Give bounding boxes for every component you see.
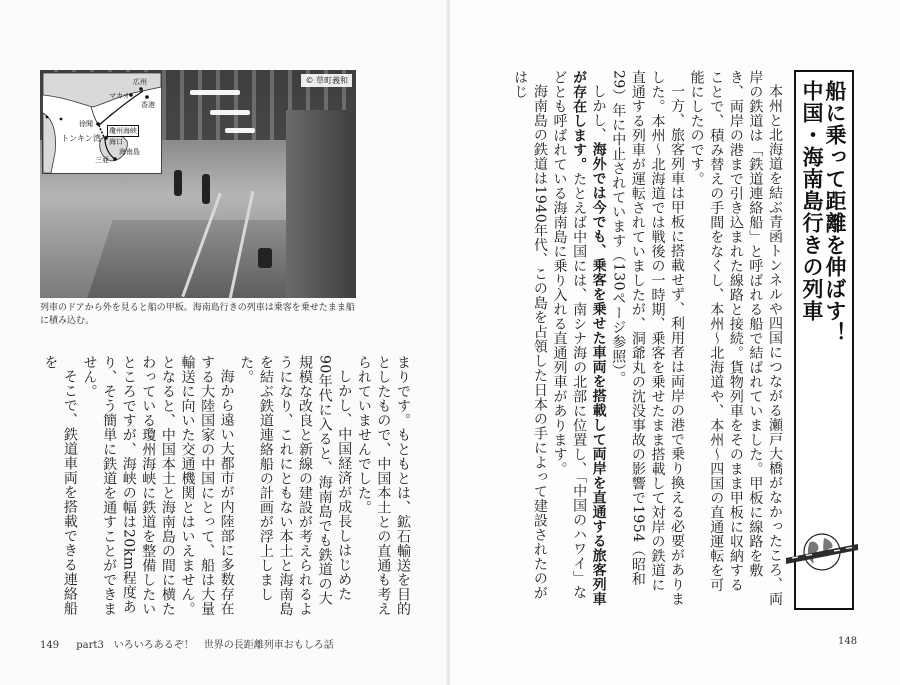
- photo-caption: 列車のドアから外を見ると船の甲板。海南島行きの列車は乗客を乗せたまま船に積み込む。: [40, 303, 355, 326]
- photo-light: [190, 90, 240, 95]
- paragraph: 海南島の鉄道は1940年代、この島を占領した日本の手によって建設されたのがはじ: [512, 70, 548, 601]
- bold-emphasis: 海外では今でも、乗客を乗せた車両を搭載して両岸を直通する旅客列車が存在します。: [571, 70, 607, 606]
- page-number: 149: [40, 640, 60, 651]
- map-label-strait: 瓊州海峡: [109, 127, 137, 135]
- right-body-text: [494, 70, 784, 606]
- photo-deck-floor: [87, 220, 312, 298]
- ferry-deck-photo: [40, 70, 356, 298]
- map-label: 三亜: [95, 156, 109, 164]
- map-label: マカオ: [109, 92, 130, 100]
- map-label: 広州: [133, 78, 147, 86]
- text-run: たとえば中国には、南シナ海の北部に位置し、「中国のハワイ」などとも呼ばれている海南島に乗り入れる直通列車があります。: [551, 70, 588, 600]
- title-line: 中国・海南島行きの列車: [800, 80, 824, 322]
- photo-credit: © 草町義和: [301, 74, 352, 87]
- page-number: 148: [838, 636, 858, 647]
- paragraph: そこで、鉄道車両を搭載できる連絡船を: [42, 355, 78, 616]
- photo-light: [225, 128, 255, 133]
- text-run: しかし、: [590, 84, 607, 142]
- paragraph: 一方、旅客列車は甲板に搭載せず、利用者は両岸の港で乗り換える必要がありました。本州〜北海道では戦後の一時期、乗客を乗せたまま搭載して対岸の鉄道に直通する列車が運転されていましたが、洞爺丸の沈没事故の影響で1954（昭和29）年に中止されています（130ページ参照）。: [610, 70, 686, 606]
- paragraph: しかし、中国経済が成長しはじめた90年代に入ると、海南島でも鉄道の大規模な改良と新線の建設が考えられるようになり、これにともない本土と海南島を結ぶ鉄道連絡船の計画が浮上しました。: [238, 355, 353, 616]
- photo-person: [258, 248, 272, 268]
- map-label: トンキン湾: [61, 134, 101, 143]
- left-body-text: [42, 355, 412, 617]
- running-head: part3 いろいろあるぞ！ 世界の長距離列車おもしろ話: [76, 640, 334, 651]
- globe-icon: [784, 528, 860, 576]
- photo-light: [210, 110, 250, 115]
- map-label: 香港: [141, 101, 155, 109]
- map-label: 徐聞: [79, 120, 93, 128]
- photo-person: [202, 174, 210, 204]
- left-footer: [40, 636, 334, 651]
- paragraph: 本州と北海道を結ぶ青函トンネルや四国につながる瀬戸大橋がなかったころ、両岸の鉄道は「鉄道連絡船」と呼ばれる船で結ばれていました。甲板に線路を敷き、両岸の港まで引き込まれた線路と接続。貨物列車をそのまま甲板に収納することで、積み替えの手間をなくし、本州〜北海道や、本州〜四国の直通運転を可能にしたのです。: [688, 70, 783, 606]
- paragraph: 海から遠い大都市が内陸部に多数存在する大陸国家の中国にとって、船は大量輸送に向いた交通機関とはいえません。となると、中国本土と海南島の間に横たわっている瓊州海峡に鉄道を整備したいところですが、海峡の幅は20km程度あり、そう簡単に鉄道を通すことができません。: [81, 355, 235, 616]
- chapter-title: [800, 80, 846, 344]
- photo-person: [174, 170, 182, 196]
- map-label: 海口: [109, 138, 123, 146]
- title-line: 船に乗って距離を伸ばす！: [823, 80, 847, 344]
- right-footer: [838, 636, 857, 647]
- photo-train-side: [286, 110, 356, 298]
- paragraph: まりです。もともとは、鉱石輸送を目的としたもので、中国本土との直通も考えられていませんでした。: [355, 355, 411, 616]
- hainan-inset-map: [42, 72, 162, 174]
- paragraph: [549, 70, 608, 606]
- map-label: 海南島: [119, 148, 140, 156]
